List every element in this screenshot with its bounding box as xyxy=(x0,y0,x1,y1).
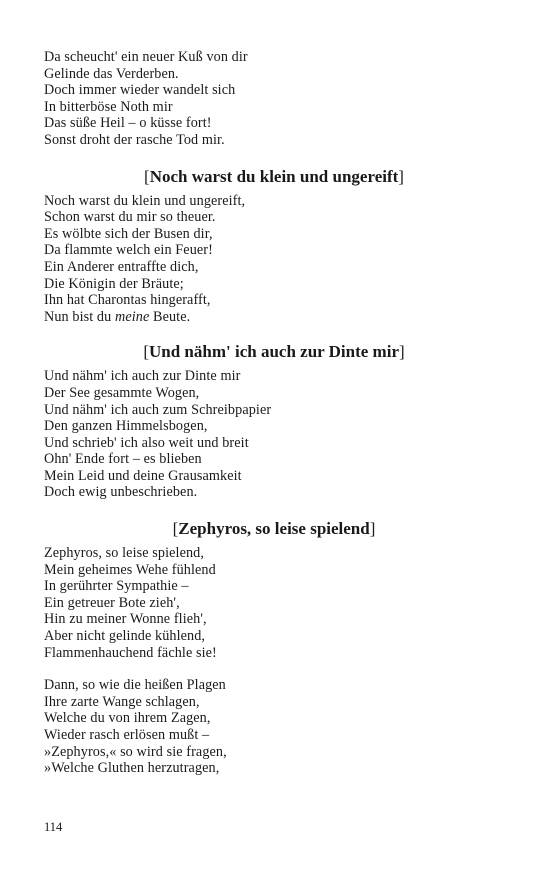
verse-line: Ihre zarte Wange schlagen, xyxy=(44,693,200,710)
bracket-close: ] xyxy=(399,342,405,362)
verse-line: Zephyros, so leise spielend, xyxy=(44,545,205,562)
verse-line: Den ganzen Himmelsbogen, xyxy=(44,418,208,435)
verse-line: Hin zu meiner Wonne flieh', xyxy=(44,611,207,628)
bracket-open: [ xyxy=(143,342,149,362)
verse-line: Sonst droht der rasche Tod mir. xyxy=(44,131,225,148)
poem-title-text: Noch warst du klein und ungereift xyxy=(149,166,399,186)
page-number: 114 xyxy=(44,820,63,834)
verse-line: »Welche Gluthen herzutragen, xyxy=(44,760,220,777)
poem-title xyxy=(44,342,504,362)
verse-line: Der See gesammte Wogen, xyxy=(44,384,200,401)
poem-title-text: Zephyros, so leise spielend xyxy=(178,519,370,539)
poem-body xyxy=(44,193,504,326)
verse-line: Und schrieb' ich also weit und breit xyxy=(44,434,249,451)
verse-line: In gerührter Sympathie – xyxy=(44,578,189,595)
verse-line: Flammenhauchend fächle sie! xyxy=(44,644,217,661)
verse-text: Nun bist du xyxy=(44,308,115,325)
poem-title-text: Und nähm' ich auch zur Dinte mir xyxy=(149,342,399,362)
verse-line: Ein getreuer Bote zieh', xyxy=(44,594,180,611)
verse-line: Gelinde das Verderben. xyxy=(44,65,179,82)
poem-body xyxy=(44,368,504,501)
poem-stanza xyxy=(44,677,504,777)
verse-line: Ihn hat Charontas hingerafft, xyxy=(44,292,211,309)
bracket-open: [ xyxy=(144,166,150,186)
verse-text: Beute. xyxy=(149,308,191,325)
emphasized-word: meine xyxy=(114,308,150,325)
bracket-close: ] xyxy=(369,519,376,539)
page-content xyxy=(44,49,504,777)
verse-line: Da scheucht' ein neuer Kuß von dir xyxy=(44,49,248,65)
verse-line: Schon warst du mir so theuer. xyxy=(44,209,216,226)
verse-line: Mein geheimes Wehe fühlend xyxy=(44,561,216,578)
verse-line: »Zephyros,« so wird sie fragen, xyxy=(44,743,227,760)
verse-line: Da flammte welch ein Feuer! xyxy=(44,242,213,259)
verse-line: Und nähm' ich auch zur Dinte mir xyxy=(44,368,241,385)
verse-line: Doch immer wieder wandelt sich xyxy=(44,82,236,99)
verse-line: Die Königin der Bräute; xyxy=(44,275,184,292)
poem-title xyxy=(44,519,504,539)
poem-stanza xyxy=(44,545,504,661)
verse-line: Aber nicht gelinde kühlend, xyxy=(44,628,206,645)
verse-line: Mein Leid und deine Grausamkeit xyxy=(44,467,242,484)
verse-line: Ohn' Ende fort – es blieben xyxy=(44,451,202,468)
bracket-open: [ xyxy=(172,519,179,539)
verse-line: Wieder rasch erlösen mußt – xyxy=(44,727,210,743)
verse-line xyxy=(44,309,504,326)
intro-stanza xyxy=(44,49,504,149)
verse-line: In bitterböse Noth mir xyxy=(44,98,173,115)
verse-line: Das süße Heil – o küsse fort! xyxy=(44,115,212,132)
verse-line: Doch ewig unbeschrieben. xyxy=(44,484,198,501)
verse-line: Es wölbte sich der Busen dir, xyxy=(44,225,213,242)
verse-line: Noch warst du klein und ungereift, xyxy=(44,192,246,209)
bracket-close: ] xyxy=(398,166,404,186)
verse-line: Welche du von ihrem Zagen, xyxy=(44,710,211,727)
verse-line: Ein Anderer entraffte dich, xyxy=(44,258,199,275)
poem-title xyxy=(44,167,504,187)
verse-line: Dann, so wie die heißen Plagen xyxy=(44,677,226,694)
verse-line: Und nähm' ich auch zum Schreibpapier xyxy=(44,401,272,418)
